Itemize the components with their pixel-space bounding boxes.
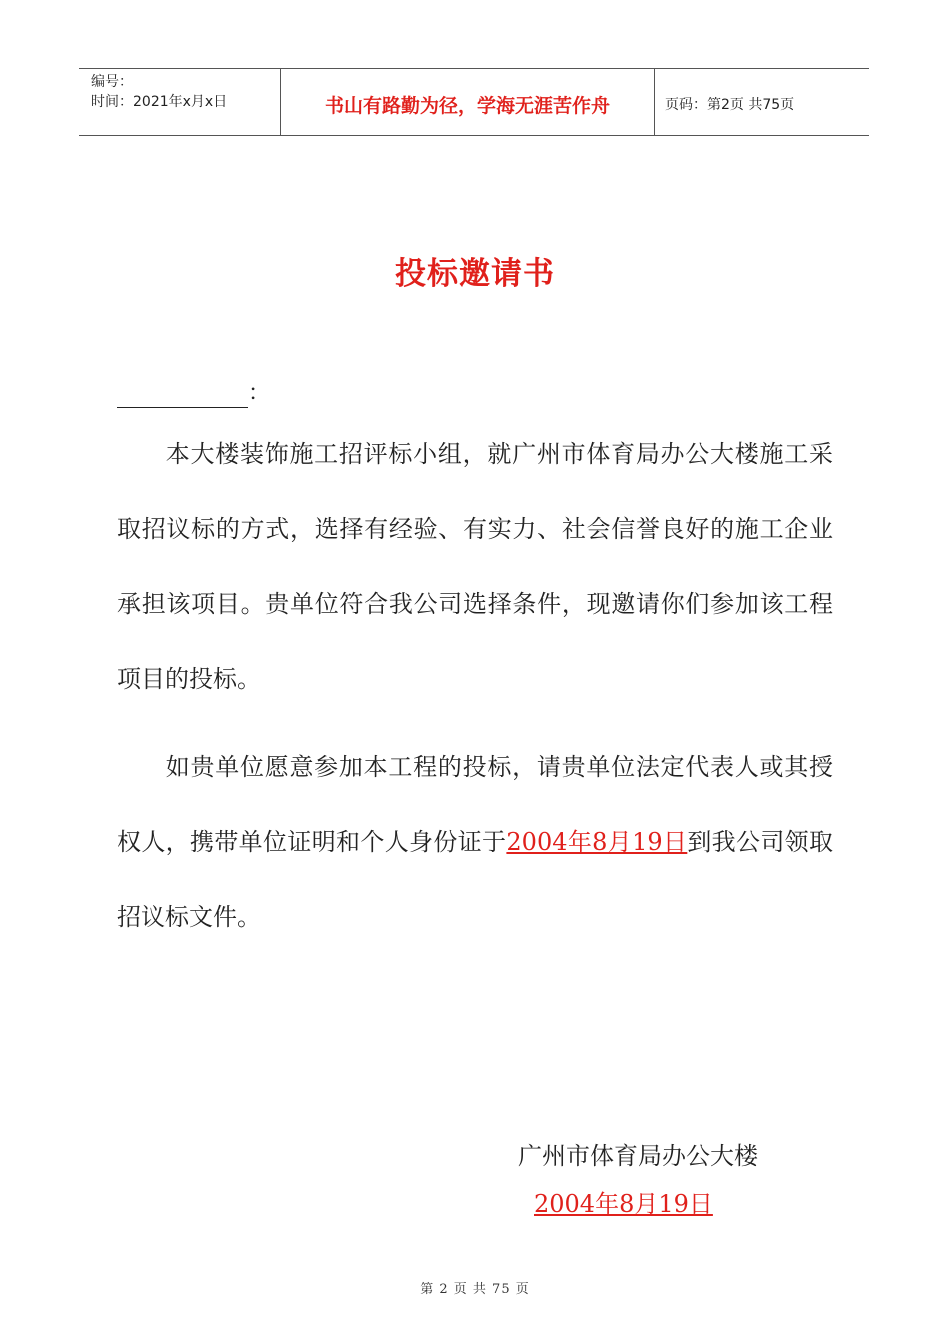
paragraph-2-after: 到我公司领取招议标文件。 <box>117 828 834 931</box>
salutation-colon: ： <box>248 381 271 406</box>
paragraph-2-date: 2004年8月19日 <box>506 828 688 856</box>
page-footer: 第 2 页 共 75 页 <box>420 1282 530 1297</box>
signature-organization: 广州市体育局办公大楼 <box>518 1142 758 1170</box>
page-header <box>79 68 869 136</box>
paragraph-2 <box>117 730 833 955</box>
header-meta <box>79 69 281 135</box>
signature-date: 2004年8月19日 <box>534 1190 713 1218</box>
paragraph-1-text: 本大楼装饰施工招评标小组，就广州市体育局办公大楼施工采取招议标的方式，选择有经验、有实力、社会信誉良好的施工企业承担该项目。贵单位符合我公司选择条件，现邀请你们参加该工程项目的投标。 <box>117 440 833 693</box>
number-label: 编号： <box>91 74 133 90</box>
document-title: 投标邀请书 <box>395 256 555 292</box>
paragraph-2-before: 如贵单位愿意参加本工程的投标，请贵单位法定代表人或其授权人，携带单位证明和个人身份证于 <box>117 753 833 856</box>
header-page-info: 页码：第2页 共75页 <box>665 97 795 113</box>
recipient-blank-line <box>117 387 248 408</box>
header-motto: 书山有路勤为径，学海无涯苦作舟 <box>281 69 655 135</box>
paragraph-1 <box>117 417 833 717</box>
time-label: 时间：2021年x月x日 <box>91 94 228 110</box>
salutation <box>117 380 270 408</box>
